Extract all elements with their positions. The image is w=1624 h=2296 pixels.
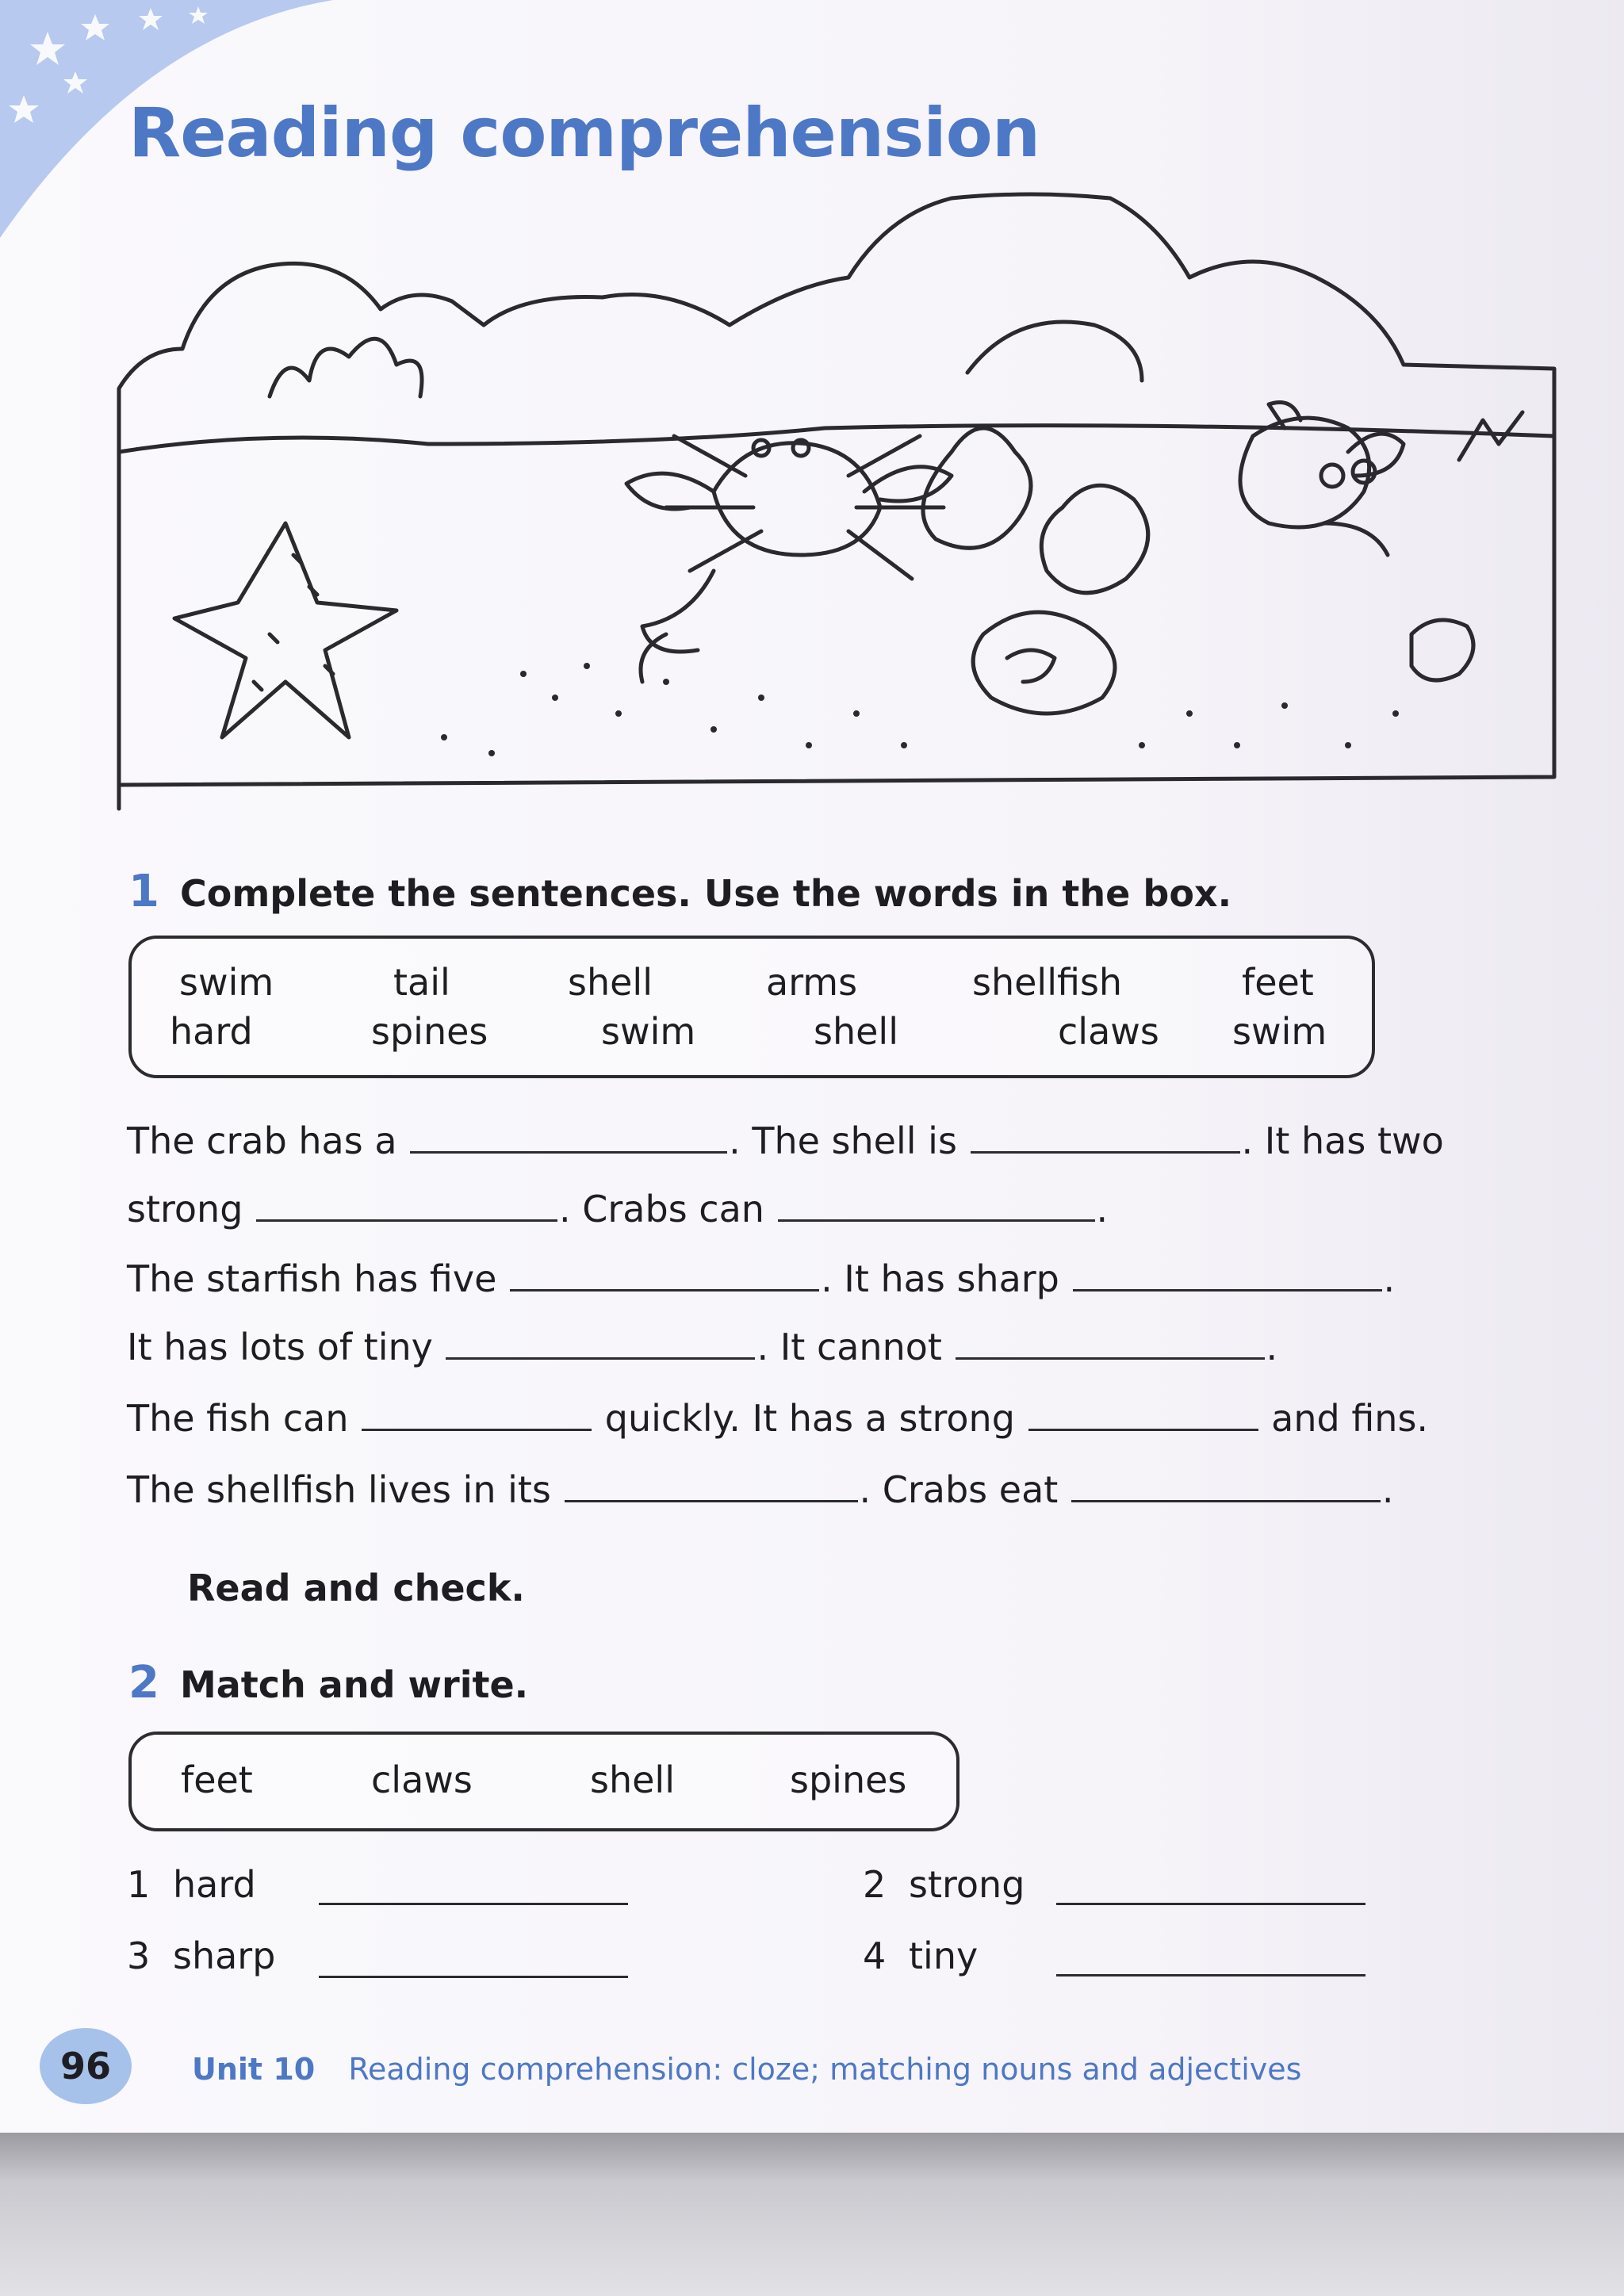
word-box-word: swim [1232, 1010, 1327, 1053]
word-box-word: swim [179, 961, 274, 1004]
word-box-word: feet [1242, 961, 1314, 1004]
match-item: 2 strong [863, 1863, 1025, 1906]
rock-pool-illustration [111, 190, 1562, 817]
word-box-word: shell [814, 1010, 898, 1053]
match-item: 1 hard [127, 1863, 256, 1906]
word-box-word: swim [601, 1010, 696, 1053]
read-and-check: Read and check. [187, 1567, 525, 1609]
answer-blank[interactable] [971, 1119, 1240, 1154]
unit-label: Unit 10 [192, 2052, 316, 2087]
sentence-line: The fish can quickly. It has a strong and fins. [127, 1397, 1429, 1440]
answer-blank[interactable] [1071, 1468, 1381, 1502]
page-title: Reading comprehension [128, 94, 1040, 173]
footer-description: Reading comprehension: cloze; matching nouns and adjectives [348, 2052, 1302, 2087]
word-box-word: claws [1058, 1010, 1159, 1053]
sentence-line: strong . Crabs can . [127, 1188, 1109, 1230]
sentence-line: It has lots of tiny . It cannot . [127, 1326, 1278, 1368]
exercise-instruction: Match and write. [179, 1663, 529, 1706]
answer-blank[interactable] [319, 1976, 628, 1978]
answer-blank[interactable] [1056, 1903, 1365, 1905]
match-item: 4 tiny [863, 1934, 979, 1977]
exercise-1-heading [128, 866, 1231, 917]
exercise-instruction: Complete the sentences. Use the words in the box. [179, 872, 1232, 915]
answer-blank[interactable] [956, 1326, 1265, 1360]
sentence-line: The shellfish lives in its . Crabs eat . [127, 1468, 1394, 1511]
page-footer [192, 2052, 1301, 2087]
word-box-word: spines [371, 1010, 488, 1053]
answer-blank[interactable] [362, 1397, 592, 1431]
answer-blank[interactable] [778, 1188, 1095, 1222]
page-bottom-shadow [0, 2133, 1624, 2296]
word-box-word: arms [766, 961, 858, 1004]
answer-blank[interactable] [256, 1188, 557, 1222]
page-number-badge: 96 [40, 2028, 132, 2104]
word-box-word: shellfish [972, 961, 1123, 1004]
word-box-word: spines [790, 1758, 907, 1801]
exercise-number: 2 [128, 1657, 159, 1709]
sentence-line: The starfish has five . It has sharp . [127, 1257, 1396, 1300]
word-box-word: hard [170, 1010, 253, 1053]
sentence-line: The crab has a . The shell is . It has two [127, 1119, 1444, 1162]
answer-blank[interactable] [319, 1903, 628, 1905]
answer-blank[interactable] [1056, 1974, 1365, 1976]
word-box-word: claws [371, 1758, 473, 1801]
answer-blank[interactable] [565, 1468, 858, 1502]
word-box-word: feet [181, 1758, 253, 1801]
answer-blank[interactable] [446, 1326, 755, 1360]
answer-blank[interactable] [1073, 1257, 1382, 1292]
exercise-2-heading [128, 1657, 528, 1709]
word-box-word: tail [393, 961, 450, 1004]
word-box-word: shell [590, 1758, 675, 1801]
answer-blank[interactable] [1028, 1397, 1258, 1431]
answer-blank[interactable] [410, 1119, 727, 1154]
exercise-number: 1 [128, 866, 159, 917]
word-box-2 [128, 1732, 959, 1831]
word-box-1 [128, 936, 1375, 1078]
answer-blank[interactable] [510, 1257, 819, 1292]
word-box-word: shell [568, 961, 653, 1004]
match-item: 3 sharp [127, 1934, 276, 1977]
